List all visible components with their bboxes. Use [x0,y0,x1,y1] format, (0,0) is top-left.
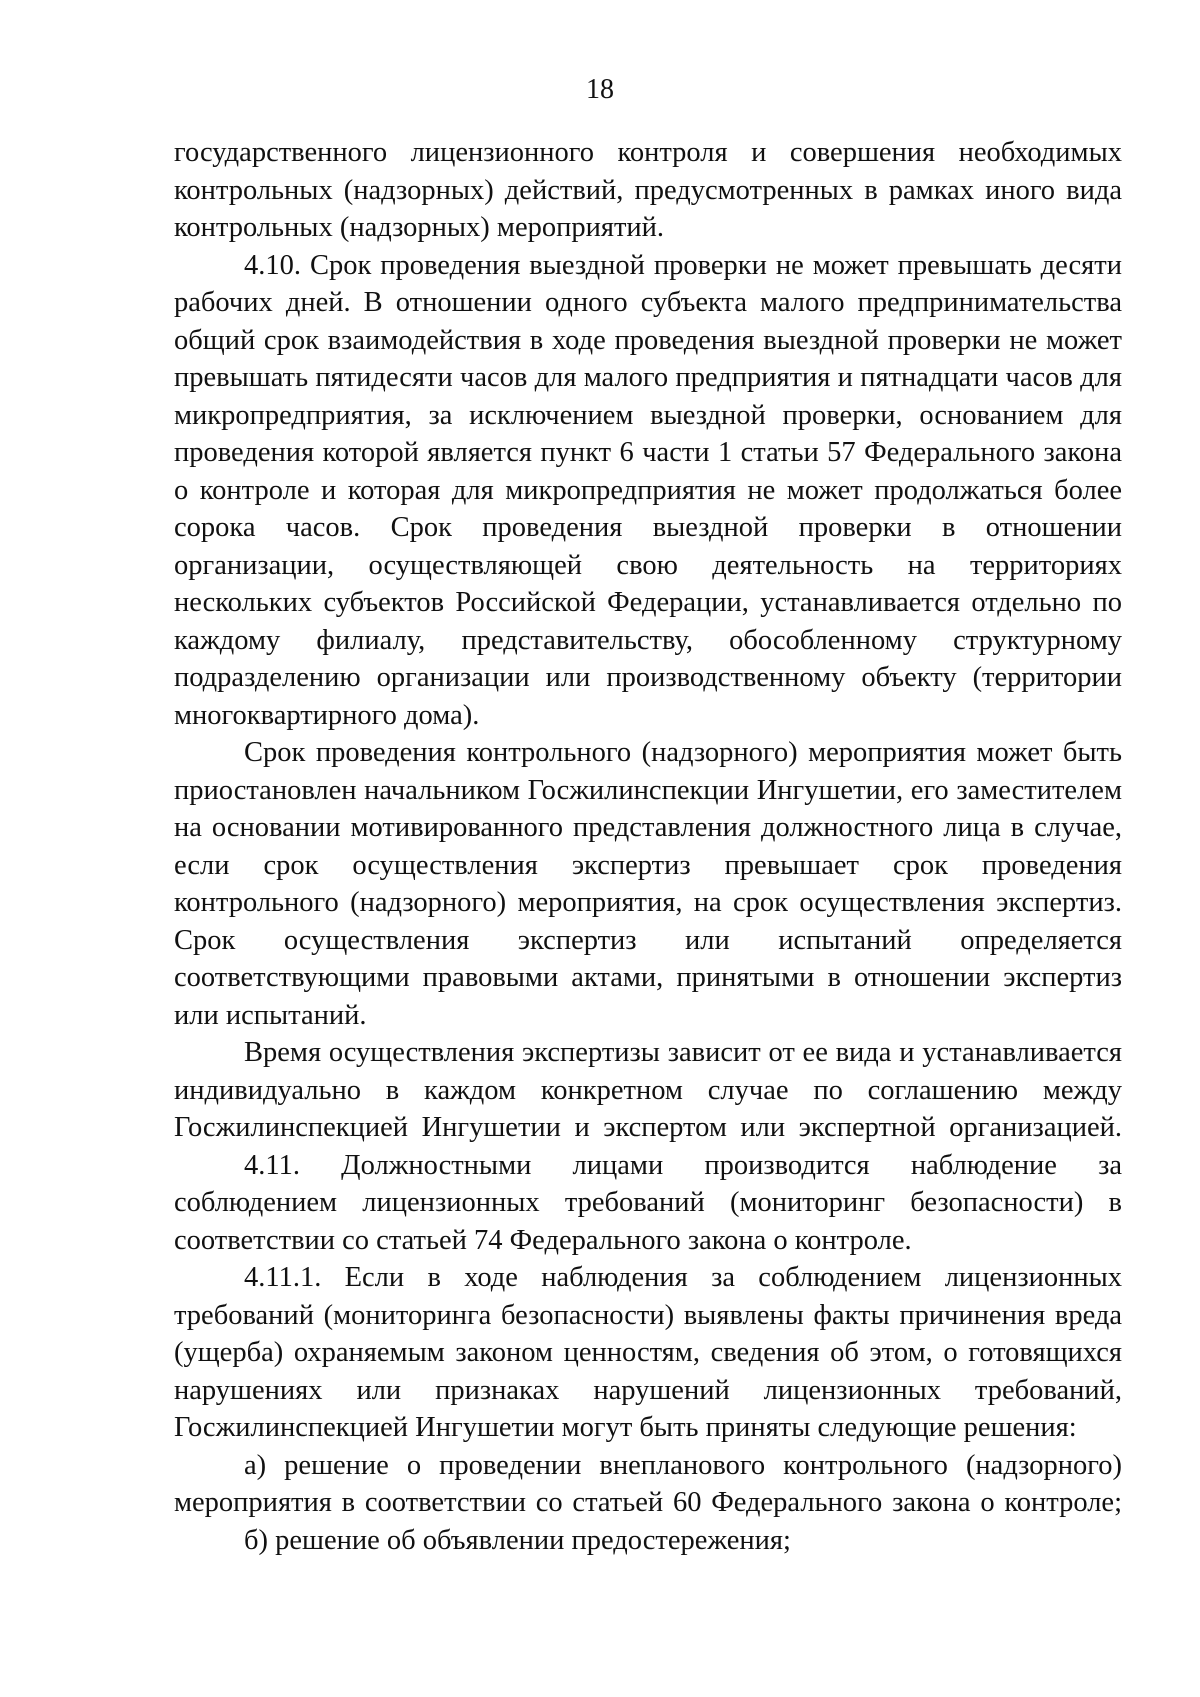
text-line: сорока часов. Срок проведения выездной проверки в отношении [174,512,1122,543]
text-line: Срок осуществления экспертиз или испытаний определяется [174,924,1122,956]
text-line: 4.11. Должностными лицами производится наблюдение за [244,1149,1122,1181]
text-line: каждому филиалу, представительству, обособленному структурному [174,624,1122,656]
text-line: рабочих дней. В отношении одного субъекта малого предпринимательства [174,287,1122,318]
text-line: (ущерба) охраняемым законом ценностям, сведения об этом, о готовящихся [174,1337,1122,1368]
text-line: проведения которой является пункт 6 части 1 статьи 57 Федерального закона [174,437,1122,468]
text-line: микропредприятия, за исключением выездной проверки, основанием для [174,399,1122,431]
text-line: соответствии со статьей 74 Федерального закона о контроле. [174,1224,912,1256]
text-line: если срок осуществления экспертиз превышает срок проведения [174,849,1122,881]
text-line: приостановлен начальником Госжилинспекции Ингушетии, его заместителем [174,774,1122,806]
text-line: организации, осуществляющей свою деятельность на территориях [174,549,1122,581]
text-line: 4.11.1. Если в ходе наблюдения за соблюдением лицензионных [244,1262,1122,1293]
text-line: контрольного (надзорного) мероприятия, на срок осуществления экспертиз. [174,887,1122,918]
text-line: многоквартирного дома). [174,699,480,731]
text-line: индивидуально в каждом конкретном случае по соглашению между [174,1074,1122,1106]
text-line: на основании мотивированного представления должностного лица в случае, [174,812,1122,843]
text-line: подразделению организации или производственному объекту (территории [174,662,1122,693]
text-line: о контроле и которая для микропредприятия не может продолжаться более [174,474,1122,506]
text-line: превышать пятидесяти часов для малого предприятия и пятнадцати часов для [174,362,1122,393]
document-body [174,134,1122,1559]
text-line: 4.10. Срок проведения выездной проверки не может превышать десяти [244,249,1122,281]
text-line: а) решение о проведении внепланового контрольного (надзорного) [244,1449,1122,1481]
text-line: общий срок взаимодействия в ходе проведения выездной проверки не может [174,324,1122,356]
text-line: Время осуществления экспертизы зависит от ее вида и устанавливается [244,1037,1122,1068]
text-line: контрольных (надзорных) мероприятий. [174,212,665,243]
page-number: 18 [586,74,614,105]
text-line: или испытаний. [174,999,367,1031]
text-line: нарушениях или признаках нарушений лицензионных требований, [174,1374,1122,1406]
text-line: соблюдением лицензионных требований (мониторинг безопасности) в [174,1187,1122,1218]
text-line: Срок проведения контрольного (надзорного) мероприятия может быть [244,737,1122,768]
text-line: государственного лицензионного контроля и совершения необходимых [174,137,1122,168]
text-line: мероприятия в соответствии со статьей 60 Федерального закона о контроле; [174,1487,1122,1518]
text-line: требований (мониторинга безопасности) выявлены факты причинения вреда [174,1299,1122,1331]
text-line: б) решение об объявлении предостережения; [244,1524,791,1556]
text-line: Госжилинспекцией Ингушетии могут быть приняты следующие решения: [174,1412,1077,1443]
text-line: соответствующими правовыми актами, принятыми в отношении экспертиз [174,962,1122,993]
text-line: контрольных (надзорных) действий, предусмотренных в рамках иного вида [174,174,1122,206]
text-line: нескольких субъектов Российской Федерации, устанавливается отдельно по [174,587,1122,618]
text-line: Госжилинспекцией Ингушетии и экспертом или экспертной организацией. [174,1112,1122,1143]
